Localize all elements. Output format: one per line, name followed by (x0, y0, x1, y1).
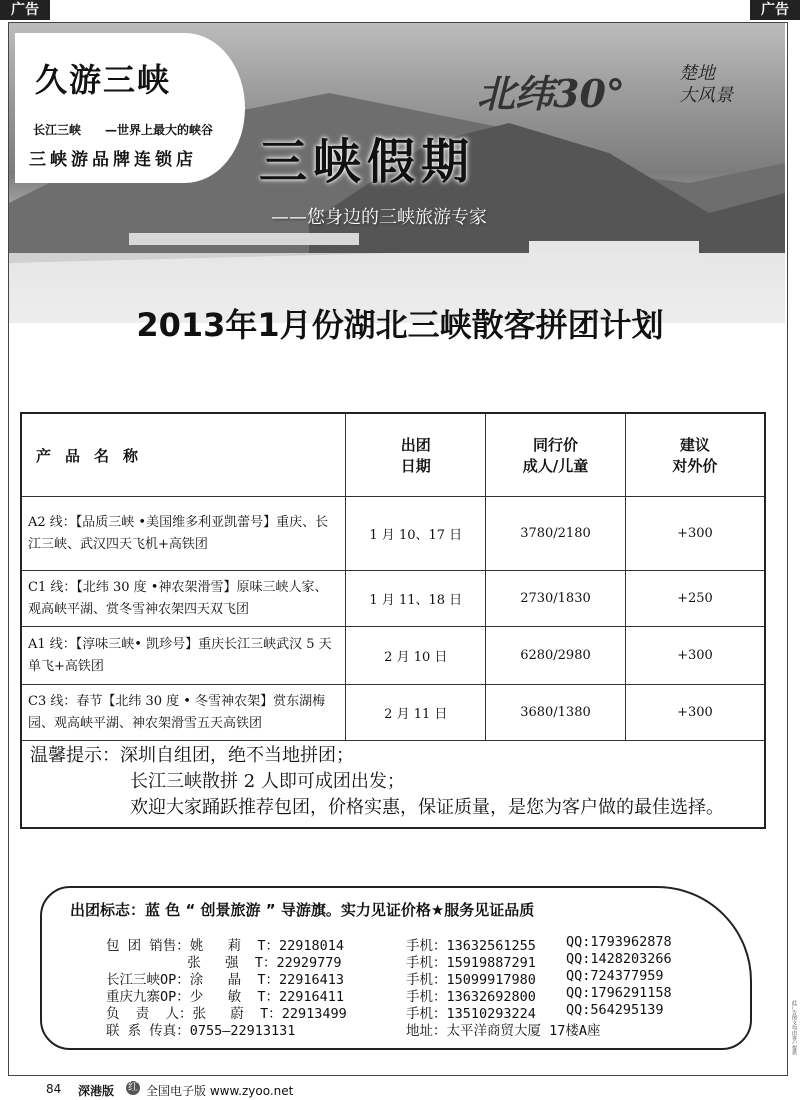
contact-name-phone: 负 责 人：张 蔚 T：22913499 (106, 1006, 347, 1022)
header-date-line2: 日期 (400, 457, 431, 475)
contact-mobile: 手机：13632561255 (406, 938, 536, 954)
contact-mobile: 手机：15099917980 (406, 972, 536, 988)
hero-slogan: ——您身边的三峡旅游专家 (271, 207, 487, 228)
contact-qq: QQ:564295139 (566, 1002, 664, 1018)
ad-label-right: 广告 (750, 0, 800, 20)
row-price: 6280/2980 (486, 627, 626, 685)
logo-tagline: —世界上最大的峡谷 (105, 123, 214, 137)
tour-schedule-table (20, 412, 766, 829)
website-link[interactable]: 全国电子版 www.zyoo.net (146, 1084, 294, 1098)
logo-panel (15, 33, 245, 183)
hero-title: 三峡假期 (259, 134, 476, 190)
row-date: 1 月 11、18 日 (346, 571, 486, 627)
page-number: 84 (46, 1082, 62, 1096)
contact-name-phone: 长江三峡OP：涂 晶 T：22916413 (106, 972, 345, 988)
hero-banner (9, 23, 785, 323)
contact-name-phone: 重庆九寨OP：少 敏 T：22916411 (106, 989, 345, 1005)
row-product: C3 线：春节【北纬 30 度 • 冬雪神农架】赏东湖梅园、观高峡平湖、神农架滑雪五天高铁团 (21, 685, 346, 741)
contact-qq: QQ:1796291158 (566, 985, 672, 1001)
row-date: 1 月 10、17 日 (346, 497, 486, 571)
tips-row (21, 741, 765, 829)
tip-2: 长江三峡散拼 2 人即可成团出发； (130, 771, 405, 792)
header-suggest-line2: 对外价 (672, 457, 718, 475)
row-product: A1 线：【淳味三峡• 凯珍号】重庆长江三峡武汉 5 天单飞+高铁团 (21, 627, 346, 685)
row-suggested-price: +250 (625, 571, 765, 627)
contact-mobile: 手机：13510293224 (406, 1006, 536, 1022)
header-suggested-price (625, 413, 765, 497)
contact-qq: QQ:1793962878 (566, 934, 672, 950)
edition-badge-icon: 红 (128, 1082, 138, 1093)
tips-cell (21, 741, 765, 829)
tip-1: 深圳自组团，绝不当地拼团； (120, 745, 354, 766)
contact-mobile: 手机：15919887291 (406, 955, 536, 971)
brand-chudi-line1: 楚地 (679, 63, 715, 84)
page-title: 2013年1月份湖北三峡散客拼团计划 (136, 306, 664, 344)
edition-label: 深港版 (78, 1084, 115, 1098)
header-price-line2: 成人/儿童 (522, 457, 589, 475)
contact-name-phone: 包 团 销售：姚 莉 T：22918014 (106, 938, 345, 954)
contact-address: 地址：太平洋商贸大厦 17楼A座 (406, 1023, 601, 1039)
side-disclaimer: 此广告图文均由客户提供 (791, 1000, 797, 1055)
header-date-line1: 出团 (400, 436, 431, 454)
row-suggested-price: +300 (625, 685, 765, 741)
contact-name-phone: 张 强 T：22929779 (106, 955, 342, 971)
row-price: 2730/1830 (486, 571, 626, 627)
header-product: 产品名称 (21, 413, 346, 497)
row-suggested-price: +300 (625, 497, 765, 571)
contact-mobile: 手机：13632692800 (406, 989, 536, 1005)
header-suggest-line1: 建议 (679, 436, 710, 454)
table-row (21, 685, 765, 741)
row-suggested-price: +300 (625, 627, 765, 685)
row-date: 2 月 10 日 (346, 627, 486, 685)
header-price-line1: 同行价 (532, 436, 578, 454)
logo-title: 久游三峡 (35, 61, 172, 99)
row-price: 3780/2180 (486, 497, 626, 571)
brand-chudi (679, 63, 733, 107)
logo-chain-store: 三峡游品牌连锁店 (29, 150, 197, 170)
brand-north-30: 北纬30° (477, 71, 625, 116)
row-price: 3680/1380 (486, 685, 626, 741)
table-row (21, 627, 765, 685)
brand-chudi-line2: 大风景 (679, 85, 733, 106)
ad-label-left: 广告 (0, 0, 50, 20)
header-date (346, 413, 486, 497)
contact-header: 出团标志：蓝 色 “ 创景旅游 ” 导游旗。实力见证价格★服务见证品质 (70, 901, 535, 919)
row-date: 2 月 11 日 (346, 685, 486, 741)
logo-subtitle: 长江三峡 (33, 123, 82, 137)
row-product: C1 线：【北纬 30 度 •神农架滑雪】原味三峡人家、观高峡平湖、赏冬雪神农架四天双飞团 (21, 571, 346, 627)
header-price (486, 413, 626, 497)
table-row (21, 571, 765, 627)
row-product: A2 线：【品质三峡 •美国维多利亚凯蕾号】重庆、长江三峡、武汉四天飞机+高铁团 (21, 497, 346, 571)
tips-first-line (30, 743, 756, 769)
table-row (21, 497, 765, 571)
tips-label: 温馨提示： (30, 745, 120, 766)
tip-3: 欢迎大家踊跃推荐包团，价格实惠，保证质量，是您为客户做的最佳选择。 (130, 797, 724, 818)
contact-qq: QQ:1428203266 (566, 951, 672, 967)
contact-qq: QQ:724377959 (566, 968, 664, 984)
table-header-row (21, 413, 765, 497)
contact-fax: 联 系 传真：0755—22913131 (106, 1023, 296, 1039)
